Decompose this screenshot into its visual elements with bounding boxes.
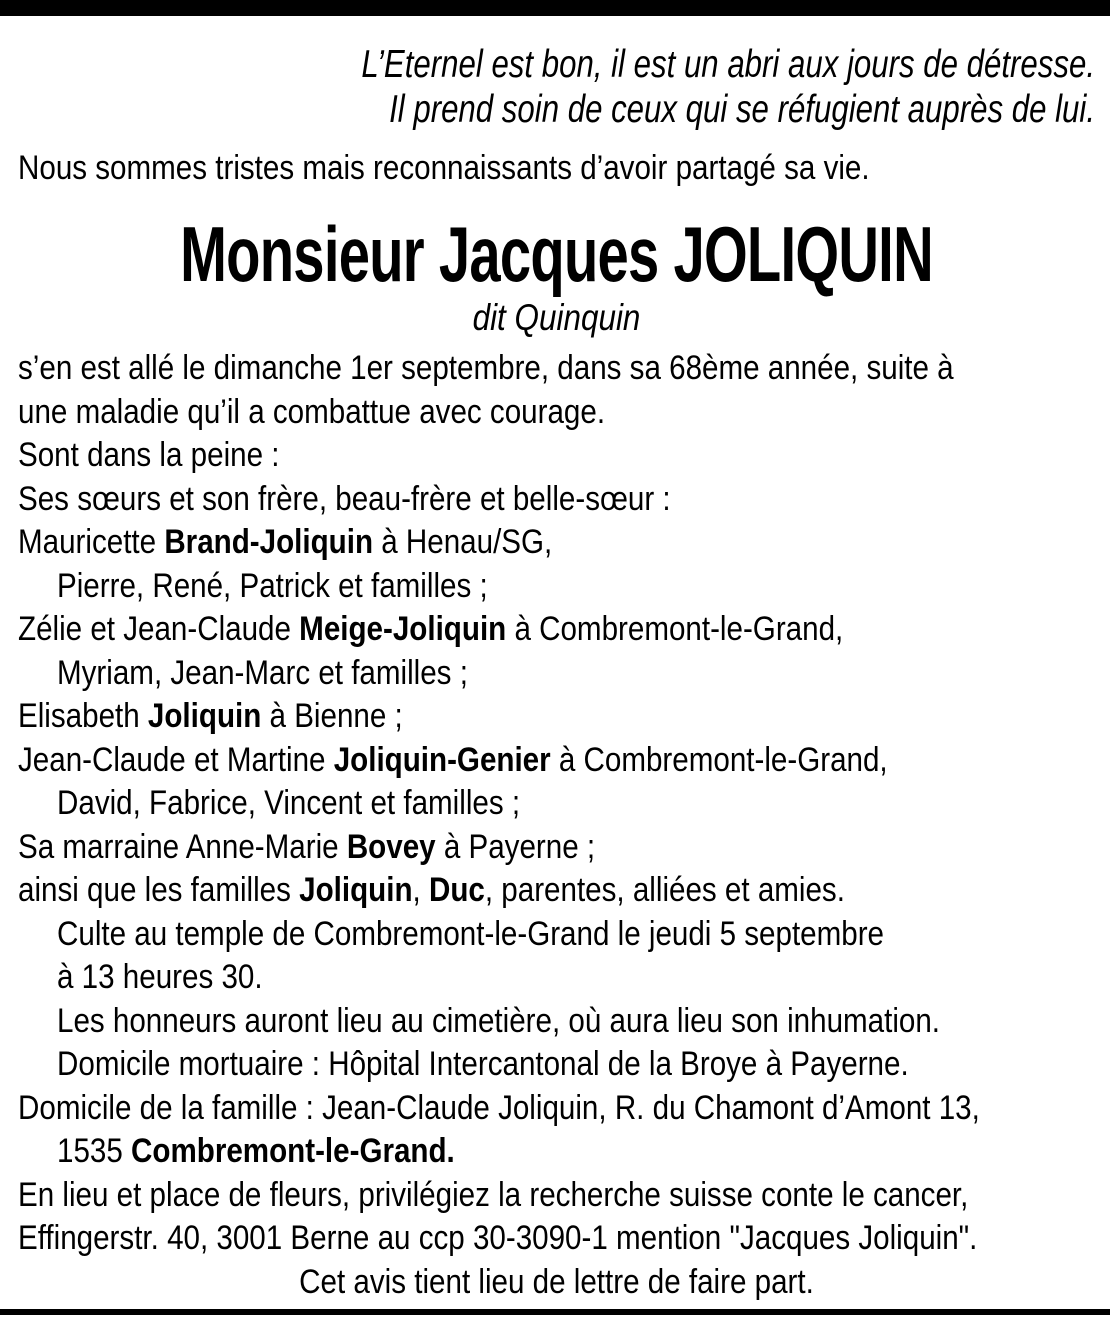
body-line xyxy=(57,652,960,696)
family-name-bold: Bovey xyxy=(346,827,436,866)
top-border xyxy=(0,0,1110,16)
notice-content xyxy=(0,42,1110,1304)
body-line xyxy=(57,1043,960,1087)
body-text: Jean-Claude et Martine xyxy=(18,740,334,779)
body-text: s’en est allé le dimanche 1er septembre, dans sa 68ème année, suite à xyxy=(18,349,954,387)
body-line xyxy=(18,1174,969,1218)
body-text: Sa marraine Anne-Marie xyxy=(18,827,347,866)
body-line xyxy=(18,1217,978,1261)
body-text: Effingerstr. 40, 3001 Berne au ccp 30-3090-1 mention "Jacques Joliquin". xyxy=(18,1219,978,1257)
body-text: Culte au temple de Combremont-le-Grand le jeudi 5 septembre xyxy=(57,914,885,953)
body-text: à Payerne ; xyxy=(435,827,596,866)
body-text: à Henau/SG, xyxy=(373,523,553,561)
body-lines xyxy=(18,347,1095,1304)
family-name-bold: Joliquin xyxy=(299,871,413,909)
body-text: Elisabeth xyxy=(18,697,148,735)
family-name-bold: Duc xyxy=(428,871,485,909)
family-name-bold: Joliquin-Genier xyxy=(333,740,551,779)
body-line xyxy=(57,1130,960,1174)
body-text: Sont dans la peine : xyxy=(18,436,280,474)
intro-line: Nous sommes tristes mais reconnaissants d’avoir partagé sa vie. xyxy=(18,149,870,187)
body-line xyxy=(57,565,960,609)
body-line xyxy=(18,434,955,478)
body-text: à Combremont-le-Grand, xyxy=(550,740,888,779)
body-text: Pierre, René, Patrick et familles ; xyxy=(57,566,488,605)
body-line xyxy=(18,521,955,565)
body-text: Domicile de la famille : Jean-Claude Joliquin, R. du Chamont d’Amont 13, xyxy=(18,1088,980,1127)
family-name-bold: Combremont-le-Grand. xyxy=(131,1132,455,1170)
family-name-bold: Brand-Joliquin xyxy=(164,523,374,561)
body-text: une maladie qu’il a combattue avec courage. xyxy=(18,392,606,431)
deceased-name-title: Monsieur Jacques JOLIQUIN xyxy=(180,210,933,298)
body-text: Cet avis tient lieu de lettre de faire part. xyxy=(299,1262,814,1301)
epigraph-line-1: L’Eternel est bon, il est un abri aux jours de détresse. xyxy=(361,43,1096,86)
body-text: Myriam, Jean-Marc et familles ; xyxy=(57,653,468,692)
body-text: Zélie et Jean-Claude xyxy=(18,610,300,648)
body-line xyxy=(88,1261,1025,1305)
body-line xyxy=(18,695,955,739)
body-line xyxy=(18,869,955,913)
body-line xyxy=(57,782,960,826)
body-line xyxy=(57,956,960,1000)
body-text: à Bienne ; xyxy=(261,697,403,735)
body-text: En lieu et place de fleurs, privilégiez la recherche suisse conte le cancer, xyxy=(18,1175,969,1214)
body-text: Domicile mortuaire : Hôpital Intercantonal de la Broye à Payerne. xyxy=(57,1045,909,1083)
bottom-border xyxy=(0,1309,1110,1315)
body-text: , xyxy=(412,871,429,909)
body-line xyxy=(18,1087,980,1131)
body-line xyxy=(57,1000,960,1044)
nickname-subtitle: dit Quinquin xyxy=(472,297,641,338)
body-text: Les honneurs auront lieu au cimetière, où aura lieu son inhumation. xyxy=(57,1001,941,1040)
body-line xyxy=(18,739,955,783)
body-line xyxy=(18,826,955,870)
body-text: Mauricette xyxy=(18,523,165,561)
epigraph-line-2: Il prend soin de ceux qui se réfugient auprès de lui. xyxy=(389,88,1095,131)
body-text: à Combremont-le-Grand, xyxy=(506,610,844,648)
body-text: ainsi que les familles xyxy=(18,871,300,909)
body-line xyxy=(18,391,955,435)
body-line xyxy=(57,913,960,957)
family-name-bold: Joliquin xyxy=(147,697,262,735)
body-text: 1535 xyxy=(57,1132,132,1170)
family-name-bold: Meige-Joliquin xyxy=(299,610,507,648)
body-line xyxy=(18,478,955,522)
body-line xyxy=(18,608,955,652)
body-text: , parentes, alliées et amies. xyxy=(484,871,845,909)
body-line xyxy=(18,347,955,391)
body-text: David, Fabrice, Vincent et familles ; xyxy=(57,784,521,822)
body-text: Ses sœurs et son frère, beau-frère et belle-sœur : xyxy=(18,479,671,518)
body-text: à 13 heures 30. xyxy=(57,958,263,996)
